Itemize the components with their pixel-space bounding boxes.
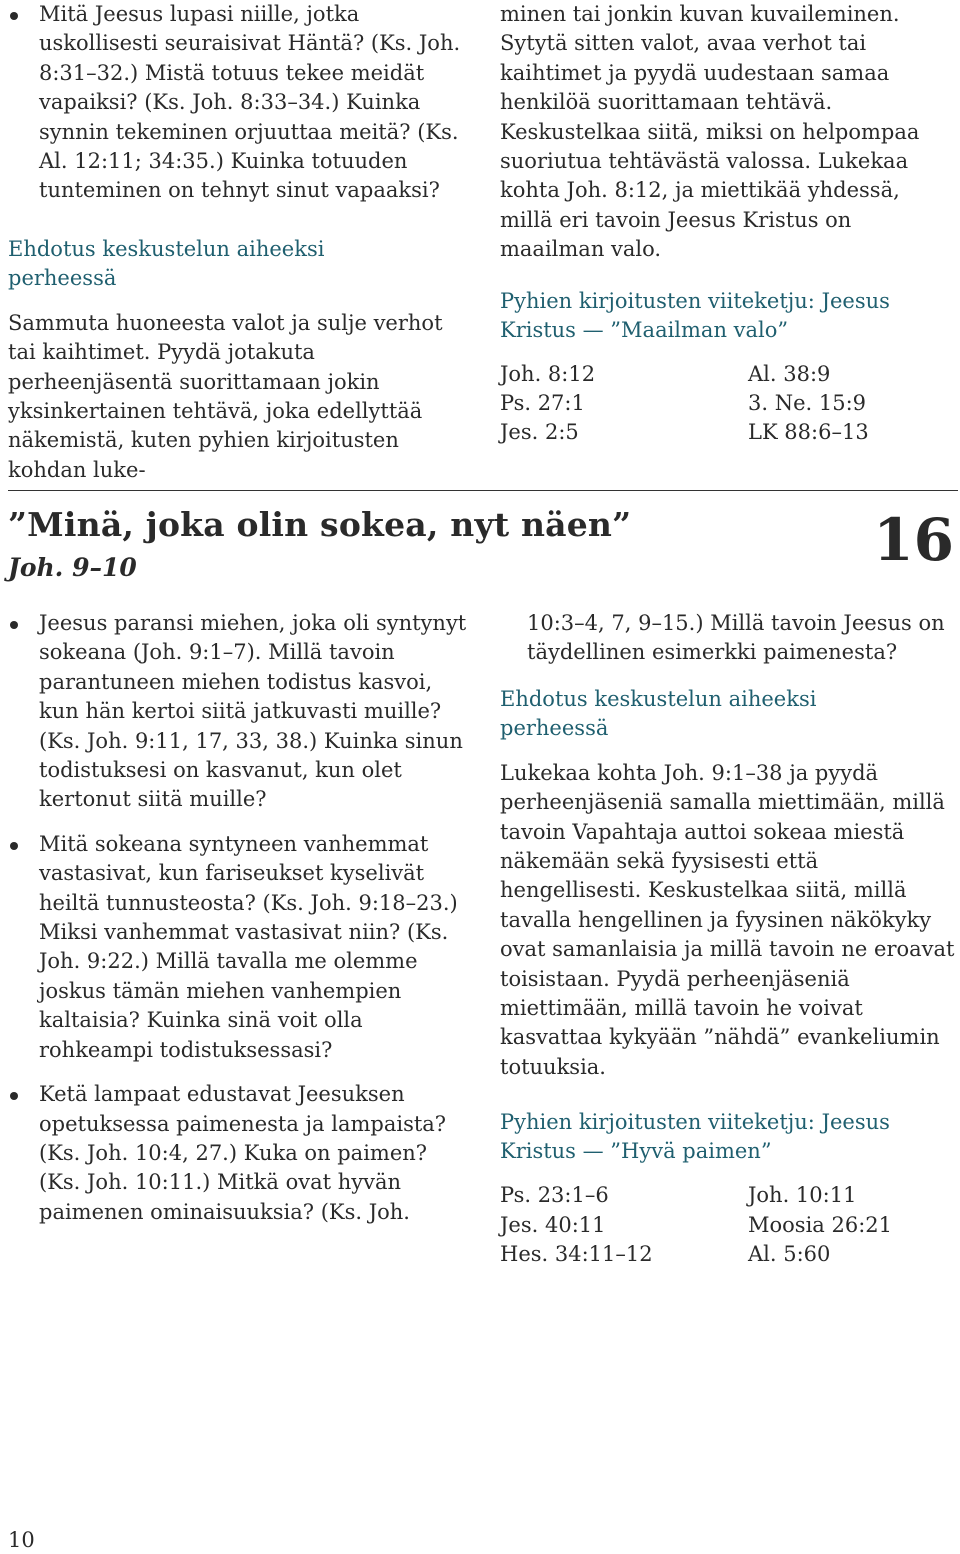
reference: Joh. 8:12 (500, 361, 596, 386)
reference: Ps. 23:1–6 (500, 1183, 609, 1208)
top-bullet-list (8, 0, 470, 206)
table-row (500, 1213, 892, 1242)
reference: Joh. 10:11 (748, 1183, 857, 1208)
lesson-number: 16 (873, 506, 954, 574)
section-heading: Ehdotus keskustelun aiheeksi perheessä (500, 686, 817, 740)
reference: Jes. 40:11 (500, 1212, 606, 1237)
bottom-right-column (500, 609, 955, 1271)
list-item: Mitä Jeesus lupasi niille, jotka uskollisesti seuraisivat Häntä? (Ks. Joh. 8:31–32.) Mistä totuus tekee meidät vapaiksi? (Ks. Joh. 8:33–34.) Kuinka synnin tekeminen orjuuttaa meitä? (Ks. Al. 12:11; 34:35.) Kuinka totuuden tunteminen on tehnyt sinut vapaaksi? (8, 0, 470, 206)
paragraph: 10:3–4, 7, 9–15.) Millä tavoin Jeesus on täydellinen esimerkki paimenesta? (527, 611, 945, 665)
table-row (500, 1242, 892, 1271)
reference-table (500, 362, 869, 450)
table-row (500, 1183, 892, 1212)
table-row (500, 362, 869, 391)
list-item: Mitä sokeana syntyneen vanhemmat vastasivat, kun fariseukset kyselivät heiltä tunnusteosta? (Ks. Joh. 9:18–23.) Miksi vanhemmat vastasivat niin? (Ks. Joh. 9:22.) Millä tavalla me olemme joskus tämän miehen vanhempien kaltaisia? Kuinka sinä voit olla rohkeampi todistuksessasi? (8, 830, 470, 1065)
paragraph: minen tai jonkin kuvan kuvaileminen. Sytytä sitten valot, avaa verhot tai kaihtimet ja pyydä uudestaan samaa henkilöä suorittamaan tehtävä. Keskustelkaa siitä, miksi on helpompaa suoriutua tehtävästä valossa. Lukekaa kohta Joh. 8:12, ja miettikää yhdessä, millä eri tavoin Jeesus Kristus on maailman valo. (500, 2, 920, 262)
reference: Jes. 2:5 (500, 420, 579, 445)
reference: Ps. 27:1 (500, 391, 585, 416)
reference: Moosia 26:21 (748, 1212, 892, 1237)
reference: Hes. 34:11–12 (500, 1242, 653, 1267)
chain-heading: Pyhien kirjoitusten viiteketju: Jeesus Kristus — ”Maailman valo” (500, 288, 890, 342)
list-item: Jeesus paransi miehen, joka oli syntynyt sokeana (Joh. 9:1–7). Millä tavoin parantuneen miehen todistus kasvoi, kun hän kertoi siitä jatkuvasti muille? (Ks. Joh. 9:11, 17, 33, 38.) Kuinka sinun todistuksesi on kasvanut, kun olet kertonut siitä muille? (8, 609, 470, 815)
top-left-column (8, 0, 470, 485)
divider (8, 490, 958, 491)
top-right-column (500, 0, 955, 450)
reference: LK 88:6–13 (748, 420, 869, 445)
lesson-reference: Joh. 9–10 (8, 553, 137, 582)
reference: Al. 5:60 (748, 1242, 831, 1267)
bottom-bullet-list (8, 609, 470, 1227)
reference: 3. Ne. 15:9 (748, 391, 867, 416)
list-item: Ketä lampaat edustavat Jeesuksen opetuksessa paimenesta ja lampaista? (Ks. Joh. 10:4, 27.) Kuka on paimen? (Ks. Joh. 10:11.) Mitkä ovat hyvän paimenen ominaisuuksia? (Ks. Joh. (8, 1080, 470, 1227)
lesson-title: ”Minä, joka olin sokea, nyt näen” (8, 505, 632, 544)
chain-heading: Pyhien kirjoitusten viiteketju: Jeesus Kristus — ”Hyvä paimen” (500, 1110, 890, 1164)
section-heading: Ehdotus keskustelun aiheeksi perheessä (8, 236, 325, 290)
paragraph: Lukekaa kohta Joh. 9:1–38 ja pyydä perheenjäseniä samalla miettimään, millä tavoin Vapahtaja auttoi sokeaa miestä näkemään sekä fyysisesti että hengellisesti. Keskustelkaa siitä, millä tavalla hengellinen ja fyysinen näkökyky ovat samanlaisia ja millä tavoin ne eroavat toisistaan. Pyydä perheenjäseniä miettimään, millä tavoin he voivat kasvattaa kykyään ”nähdä” evankeliumin totuuksia. (500, 760, 955, 1079)
reference: Al. 38:9 (748, 361, 831, 386)
paragraph: Sammuta huoneesta valot ja sulje verhot tai kaihtimet. Pyydä jotakuta perheenjäsentä suorittamaan jokin yksinkertainen tehtävä, joka edellyttää näkemistä, kuten pyhien kirjoitusten kohdan luke- (8, 310, 443, 482)
page-number: 10 (8, 1528, 35, 1552)
bottom-left-column (8, 609, 470, 1227)
table-row (500, 420, 869, 449)
reference-table (500, 1183, 892, 1271)
table-row (500, 391, 869, 420)
